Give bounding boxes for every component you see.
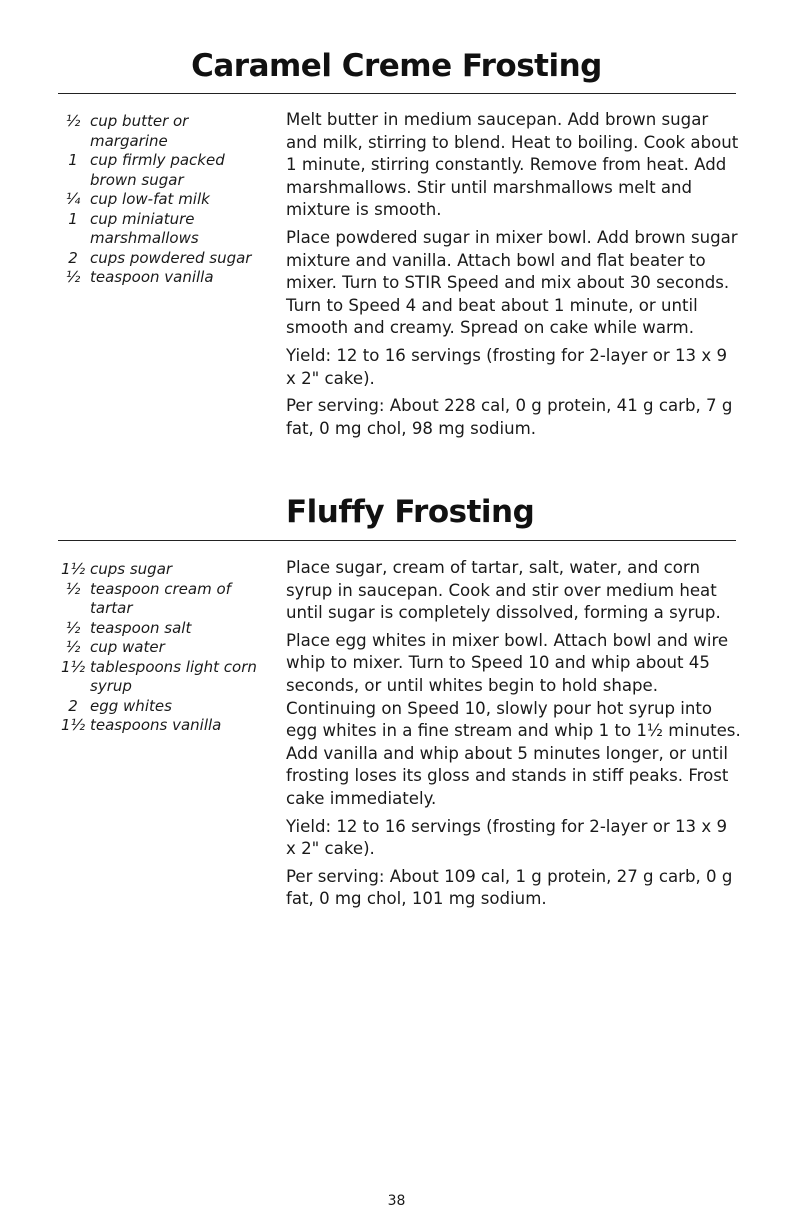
ingredient-text: teaspoon salt [90,618,192,637]
method-step: Place sugar, cream of tartar, salt, water, and corn syrup in saucepan. Cook and stir over medium heat until sugar is completely dissolved, forming a syrup. [286,558,721,623]
ingredient-item [56,151,266,190]
ingredient-list-caramel [56,112,266,288]
ingredient-qty: ¼ [65,190,81,208]
ingredient-item [56,210,266,249]
ingredient-qty: ½ [65,579,81,598]
ingredient-item [56,112,266,151]
ingredient-qty: 2 [68,248,78,267]
section-divider [58,93,736,94]
nutrition-text: Per serving: About 228 cal, 0 g protein, 41 g carb, 7 g fat, 0 mg chol, 98 mg sodium. [286,396,733,438]
ingredient-qty: 1½ [60,657,86,676]
ingredient-text: cup butter or margarine [90,112,189,150]
ingredient-item [56,249,266,269]
ingredient-qty: ½ [65,112,81,130]
section-divider [58,540,736,541]
ingredient-qty: ½ [65,638,81,656]
ingredient-qty: ½ [65,268,81,286]
ingredient-text: teaspoon vanilla [90,268,214,286]
nutrition-text: Per serving: About 109 cal, 1 g protein, 27 g carb, 0 g fat, 0 mg chol, 101 mg sodium. [286,866,733,909]
yield-text: Yield: 12 to 16 servings (frosting for 2-layer or 13 x 9 x 2" cake). [286,345,728,388]
ingredient-item [56,560,266,580]
ingredient-item [56,268,266,288]
ingredient-item [56,638,266,658]
ingredient-qty: 1½ [60,716,86,734]
ingredient-item [56,658,266,697]
page-number: 38 [387,1193,406,1209]
ingredient-item [56,580,266,619]
ingredient-item [56,697,266,717]
ingredient-text: cup miniature marshmallows [90,209,199,247]
ingredient-list-fluffy [56,560,266,736]
yield-text: Yield: 12 to 16 servings (frosting for 2-layer or 13 x 9 x 2" cake). [286,816,728,859]
method-fluffy [286,557,741,916]
ingredient-text: cup firmly packed brown sugar [90,151,225,189]
method-caramel [286,109,741,445]
ingredient-qty: ½ [65,618,81,637]
ingredient-text: cups powdered sugar [90,248,252,267]
method-step: Melt butter in medium saucepan. Add brown sugar and milk, stirring to blend. Heat to boiling. Cook about 1 minute, stirring constantly. Remove from heat. Add marshmallows. Stir until marshmallows melt and mixture is smooth. [286,110,739,220]
recipe-title-caramel: Caramel Creme Frosting [191,48,602,84]
ingredient-qty: 1½ [60,560,86,578]
ingredient-text: egg whites [90,696,172,715]
recipe-title-fluffy: Fluffy Frosting [286,494,535,530]
ingredient-item [56,716,266,736]
ingredient-text: cup low-fat milk [90,190,210,208]
ingredient-qty: 1 [68,209,78,228]
ingredient-item [56,190,266,210]
ingredient-qty: 1 [68,151,78,169]
ingredient-qty: 2 [68,696,78,715]
ingredient-text: teaspoon cream of tartar [90,579,231,617]
ingredient-text: cups sugar [90,560,173,578]
ingredient-text: tablespoons light corn syrup [90,657,257,695]
method-step: Place powdered sugar in mixer bowl. Add brown sugar mixture and vanilla. Attach bowl and flat beater to mixer. Turn to STIR Speed and mix about 30 seconds. Turn to Speed 4 and beat about 1 minute, or until smooth and creamy. Spread on cake while warm. [286,227,738,338]
ingredient-item [56,619,266,639]
ingredient-text: cup water [90,638,165,656]
method-step: Place egg whites in mixer bowl. Attach bowl and wire whip to mixer. Turn to Speed 10 and whip about 45 seconds, or until whites begin to hold shape. Continuing on Speed 10, slowly pour hot syrup into egg whites in a fine stream and whip 1 to 1½ minutes. Add vanilla and whip about 5 minutes longer, or until frosting loses its gloss and stands in stiff peaks. Frost cake immediately. [286,630,741,808]
ingredient-text: teaspoons vanilla [90,716,222,734]
